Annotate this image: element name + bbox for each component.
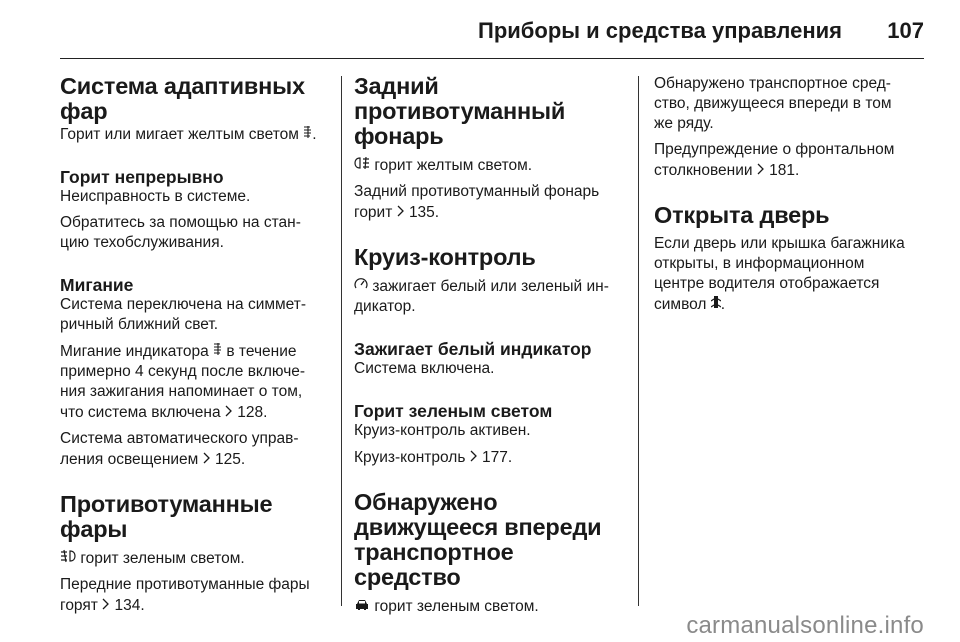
paragraph: Задний противотуманный фонарь горит 135. bbox=[354, 183, 600, 221]
paragraph: Круиз-контроль активен. bbox=[354, 422, 531, 439]
page-header-title: Приборы и средства управления bbox=[478, 18, 842, 43]
section-title-rear-fog-light: Задний противотуманный фонарь bbox=[354, 73, 566, 149]
subheading-green-light: Горит зеленым светом bbox=[354, 401, 553, 421]
paragraph: Система включена. bbox=[354, 360, 495, 377]
paragraph: Передние противотуманные фары горят 134. bbox=[60, 576, 310, 614]
page-reference-icon bbox=[102, 595, 110, 615]
subheading-steady: Горит непрерывно bbox=[60, 167, 224, 187]
column-1 bbox=[60, 74, 332, 616]
page-reference-icon bbox=[225, 402, 233, 422]
paragraph: Горит или мигает желтым светом . bbox=[60, 126, 317, 143]
paragraph: горит зеленым светом. bbox=[354, 596, 626, 617]
rear-fog-light-icon bbox=[354, 155, 370, 175]
subheading-white-indicator: Зажигает белый индикатор bbox=[354, 339, 592, 359]
paragraph: горит желтым светом. bbox=[354, 155, 626, 176]
paragraph: Предупреждение о фронтальном столкновении 181. bbox=[654, 141, 895, 179]
header-rule bbox=[60, 58, 924, 59]
column-3 bbox=[654, 74, 924, 315]
cruise-control-icon bbox=[354, 276, 368, 296]
paragraph: Система автоматического управ- ления освещением 125. bbox=[60, 430, 299, 468]
paragraph: Если дверь или крышка багажника открыты, в информационном центре водителя отображается символ . bbox=[654, 235, 905, 313]
column-divider bbox=[638, 76, 639, 606]
paragraph: Круиз-контроль 177. bbox=[354, 449, 513, 466]
section-title-adaptive-headlights: Система адаптивных фар bbox=[60, 73, 305, 124]
column-divider bbox=[341, 76, 342, 606]
page-reference-icon bbox=[397, 202, 405, 222]
paragraph: Неисправность в системе. bbox=[60, 188, 251, 205]
section-title-fog-lights: Противотуманные фары bbox=[60, 491, 273, 542]
paragraph: Система переключена на симмет- ричный ближний свет. bbox=[60, 296, 307, 333]
page-reference-icon bbox=[470, 447, 478, 467]
section-title-door-open: Открыта дверь bbox=[654, 202, 830, 228]
subheading-blinking: Мигание bbox=[60, 275, 134, 295]
paragraph: Мигание индикатора в течение примерно 4 секунд после включе- ния зажигания напоминает о том, что система включена 128. bbox=[60, 343, 306, 421]
watermark: carmanualsonline.info bbox=[686, 612, 924, 639]
page-reference-icon bbox=[203, 449, 211, 469]
section-title-cruise-control: Круиз-контроль bbox=[354, 244, 536, 270]
section-title-vehicle-ahead: Обнаружено движущееся впереди транспортное средство bbox=[354, 489, 602, 590]
adaptive-light-icon bbox=[213, 341, 222, 361]
paragraph: горит зеленым светом. bbox=[60, 548, 332, 569]
door-open-icon bbox=[711, 294, 721, 314]
paragraph: Обнаружено транспортное сред- ство, движущееся впереди в том же ряду. bbox=[654, 75, 892, 132]
paragraph: Обратитесь за помощью на стан- цию техобслуживания. bbox=[60, 214, 301, 251]
page-reference-icon bbox=[757, 160, 765, 180]
adaptive-light-icon bbox=[303, 124, 312, 144]
vehicle-ahead-icon bbox=[354, 596, 370, 616]
front-fog-light-icon bbox=[60, 548, 76, 568]
paragraph: зажигает белый или зеленый ин- дикатор. bbox=[354, 278, 609, 315]
page-number: 107 bbox=[887, 18, 924, 43]
column-2 bbox=[354, 74, 626, 617]
